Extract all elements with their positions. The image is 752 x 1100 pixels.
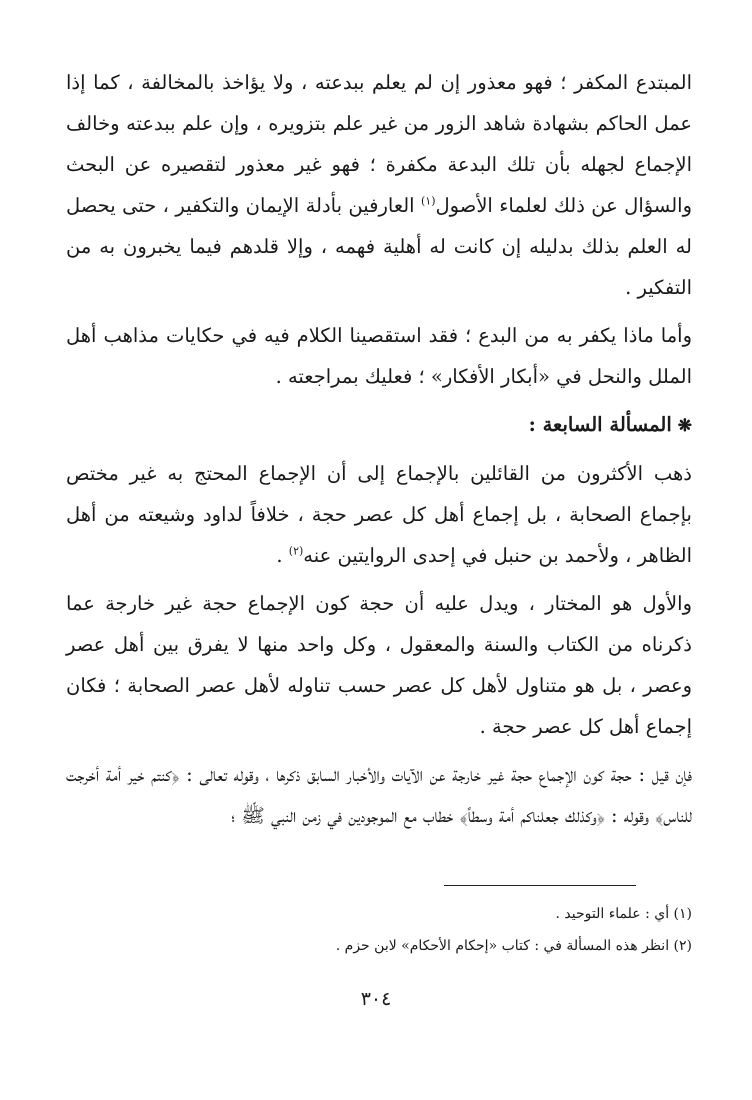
- paragraph-1: [66, 62, 692, 308]
- paragraph-2: وأما ماذا يكفر به من البدع ؛ فقد استقصينا الكلام فيه في حكايات مذاهب أهل الملل والنحل في «أبكار الأفكار» ؛ فعليك بمراجعته .: [66, 324, 692, 388]
- paragraph-1-text-a: المبتدع المكفر ؛ فهو معذور إن لم يعلم ببدعته ، ولا يؤاخذ بالمخالفة ، كما إذا عمل الحاكم بشهادة شاهد الزور من غير علم بتزويره ، وإن علم ببدعته وخالف الإجماع لجهله بأن تلك البدعة مكفرة ؛ فهو غير معذور لتقصيره عن البحث والسؤال عن ذلك لعلماء الأصول: [66, 71, 692, 217]
- paragraph-5: فإن قيل : حجة كون الإجماع حجة غير خارجة عن الآيات والأخبار السابق ذكرها ، وقوله تعالى : ﴿كنتم خير أمة أخرجت للناس﴾ وقوله : ﴿وكذلك جعلناكم أمة وسطاً﴾ خطاب مع الموجودين في زمن النبي ﷺ ؛: [66, 763, 692, 827]
- asterism-icon: ❋: [677, 416, 692, 436]
- footnote-1: (١) أي : علماء التوحيد .: [555, 906, 692, 922]
- section-heading: [66, 404, 692, 447]
- footnote-2: (٢) انظر هذه المسألة في : كتاب «إحكام الأحكام» لابن حزم .: [335, 938, 692, 954]
- footnote-ref-1: (١): [421, 194, 436, 208]
- paragraph-1-text-b: العارفين بأدلة الإيمان والتكفير ، حتى يحصل له العلم بذلك بدليله إن كانت له أهلية فهمه ، وإلا قلدهم فيما يخبرون به من التفكير .: [66, 194, 692, 299]
- paragraph-3-text-b: .: [276, 544, 289, 567]
- footnotes: [66, 898, 692, 962]
- footnote-ref-2: (٢): [288, 544, 304, 558]
- paragraph-3-text-a: ذهب الأكثرون من القائلين بالإجماع إلى أن الإجماع المحتج به غير مختص بإجماع الصحابة ، بل إجماع أهل كل عصر حجة ، خلافاً لداود وشيعته من أهل الظاهر ، ولأحمد بن حنبل في إحدى الروايتين عنه: [66, 462, 692, 567]
- footnote-divider: [444, 885, 636, 886]
- paragraph-3: [66, 453, 692, 576]
- page-number: ٣٠٤: [360, 988, 392, 1010]
- section-heading-text: المسألة السابعة :: [528, 413, 672, 436]
- main-text: [66, 62, 692, 836]
- paragraph-4: والأول هو المختار ، ويدل عليه أن حجة كون الإجماع حجة غير خارجة عما ذكرناه من الكتاب والسنة والمعقول ، وكل واحد منها لا يفرق بين أهل عصر وعصر ، بل هو متناول لأهل كل عصر حسب تناوله لأهل عصر الصحابة ؛ فكان إجماع أهل كل عصر حجة .: [66, 592, 693, 738]
